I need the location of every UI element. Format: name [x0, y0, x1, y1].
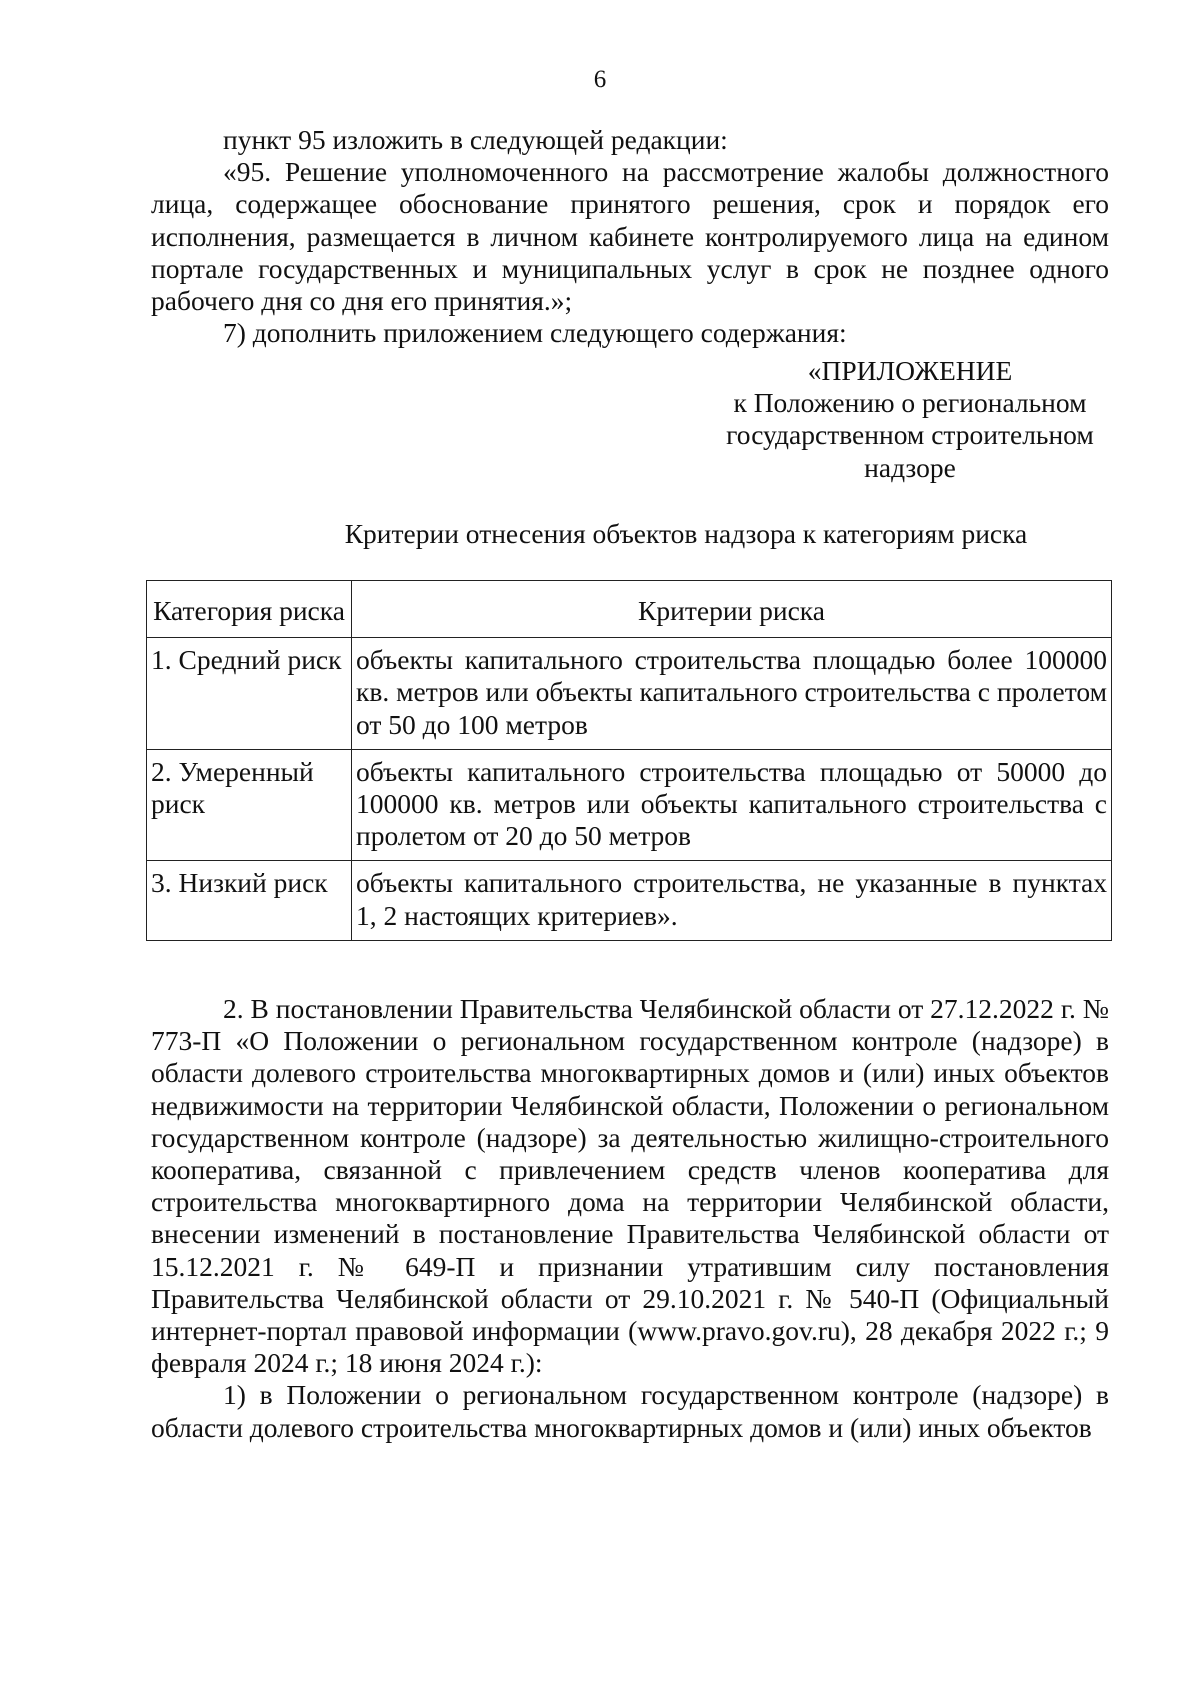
row-category: 1. Средний риск — [147, 638, 352, 750]
appendix-line-4: надзоре — [864, 451, 956, 483]
table-row — [147, 749, 1112, 861]
risk-criteria-table — [146, 580, 1112, 941]
section-2 — [151, 993, 1109, 1444]
intro-paragraph-2: «95. Решение уполномоченного на рассмотрение жалобы должностного лица, содержащее обоснование принятого решения, срок и порядок его исполнения, размещается в личном кабинете контролируемого лица на едином портале государственных и муниципальных услуг в срок не позднее одного рабочего дня со дня его принятия.»; — [151, 156, 1109, 317]
table-row — [147, 638, 1112, 750]
appendix-heading — [690, 355, 1130, 484]
header-category: Категория риска — [147, 581, 352, 638]
header-criteria: Критерии риска — [352, 581, 1112, 638]
row-criteria: объекты капитального строительства, не указанные в пунктах 1, 2 настоящих критериев». — [352, 861, 1112, 940]
table-row — [147, 861, 1112, 940]
row-category: 3. Низкий риск — [147, 861, 352, 940]
row-category: 2. Умеренный риск — [147, 749, 352, 861]
row-criteria: объекты капитального строительства площадью от 50000 до 100000 кв. метров или объекты капитального строительства с пролетом от 20 до 50 метров — [352, 749, 1112, 861]
appendix-line-2: к Положению о региональном — [733, 387, 1087, 419]
intro-paragraph-3: 7) дополнить приложением следующего содержания: — [223, 317, 847, 349]
intro-paragraph-1: пункт 95 изложить в следующей редакции: — [223, 124, 728, 155]
intro-section — [151, 124, 1109, 349]
row-criteria: объекты капитального строительства площадью более 100000 кв. метров или объекты капитального строительства с пролетом от 50 до 100 метров — [352, 638, 1112, 750]
table-header-row — [147, 581, 1112, 638]
page-number: 6 — [593, 66, 607, 93]
appendix-line-1: «ПРИЛОЖЕНИЕ — [807, 355, 1013, 386]
section2-paragraph-2: 1) в Положении о региональном государственном контроле (надзоре) в области долевого строительства многоквартирных домов и (или) иных объектов — [151, 1379, 1109, 1443]
section2-paragraph-1: 2. В постановлении Правительства Челябинской области от 27.12.2022 г. № 773-П «О Положении о региональном государственном контроле (надзоре) в области долевого строительства многоквартирных домов и (или) иных объектов недвижимости на территории Челябинской области, Положении о региональном государственном контроле (надзоре) за деятельностью жилищно-строительного кооператива, связанной с привлечением средств членов кооператива для строительства многоквартирного дома на территории Челябинской области, внесении изменений в постановление Правительства Челябинской области от 15.12.2021 г. № 649-П и признании утратившим силу постановления Правительства Челябинской области от 29.10.2021 г. № 540-П (Официальный интернет-портал правовой информации (www.pravo.gov.ru), 28 декабря 2022 г.; 9 февраля 2024 г.; 18 июня 2024 г.): — [151, 993, 1109, 1379]
appendix-line-3: государственном строительном — [726, 419, 1094, 451]
table-title: Критерии отнесения объектов надзора к категориям риска — [344, 518, 1028, 549]
